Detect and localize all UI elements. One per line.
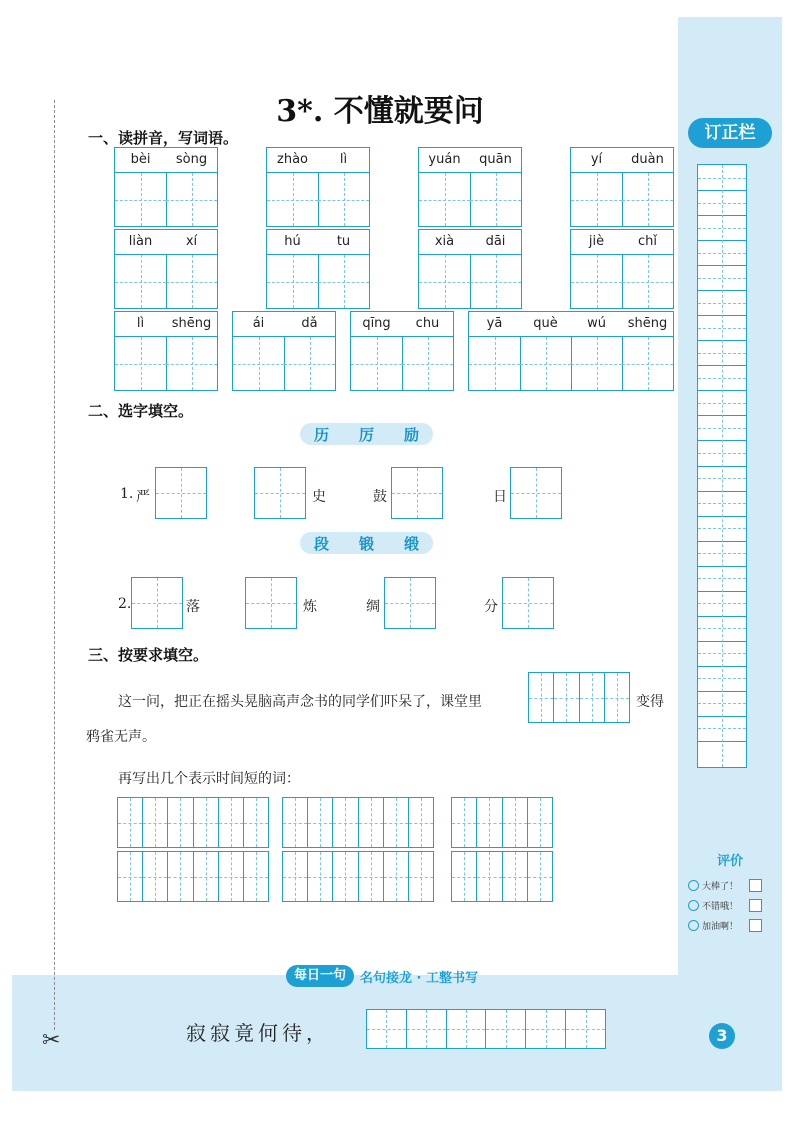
char-cell[interactable] <box>470 173 521 226</box>
q2-part: 炼 <box>303 599 317 615</box>
grid-dash <box>722 165 723 767</box>
q1-part: 史 <box>312 489 326 505</box>
answer-square[interactable] <box>254 467 306 519</box>
pinyin-syllable: xià <box>434 234 455 249</box>
prompt-text: 再写出几个表示时间短的词： <box>118 771 300 787</box>
daily-label: 每日一句 <box>286 965 354 987</box>
answer-square[interactable] <box>384 577 436 629</box>
char-cell[interactable] <box>115 255 167 308</box>
char-cell[interactable] <box>419 173 471 226</box>
char-cell[interactable] <box>622 337 673 390</box>
page-title: 3*. 不懂就要问 <box>276 94 484 129</box>
q1-part: 鼓 <box>373 489 387 505</box>
word-grid[interactable] <box>451 797 553 848</box>
pinyin-syllable: sòng <box>175 152 208 167</box>
pinyin-word-box[interactable] <box>266 229 370 309</box>
pinyin-row <box>115 230 217 255</box>
pinyin-row <box>115 312 217 337</box>
q2-part: 落 <box>186 599 200 615</box>
q1-part: 日 <box>493 489 507 505</box>
pinyin-word-box[interactable] <box>570 147 674 227</box>
pinyin-syllable: tu <box>336 234 351 249</box>
pinyin-syllable: shēng <box>627 316 668 331</box>
q2-number: 2. <box>118 596 132 612</box>
pinyin-syllable: yā <box>486 316 503 331</box>
char-cell[interactable] <box>419 255 471 308</box>
page-number: 3 <box>709 1023 735 1049</box>
word-grid[interactable] <box>117 851 269 902</box>
q2-part: 分 <box>484 599 498 615</box>
char-cell[interactable] <box>520 337 572 390</box>
char-cell[interactable] <box>571 173 623 226</box>
pinyin-syllable: chǐ <box>638 234 657 249</box>
correction-title: 订正栏 <box>688 118 772 148</box>
section3-heading: 三、按要求填空。 <box>88 646 209 664</box>
pinyin-syllable: hú <box>284 234 301 249</box>
q1-number: 1. <box>120 486 134 502</box>
eval-checkbox[interactable] <box>749 919 762 932</box>
char-cell[interactable] <box>469 337 521 390</box>
char-cell[interactable] <box>571 255 623 308</box>
pinyin-syllable: yuán <box>428 152 461 167</box>
char-cell[interactable] <box>233 337 285 390</box>
eval-checkbox[interactable] <box>749 879 762 892</box>
smiley-icon <box>688 920 699 931</box>
pinyin-syllable: liàn <box>128 234 153 249</box>
sentence-text: 变得 <box>636 694 664 710</box>
pinyin-syllable: wú <box>587 316 606 331</box>
poem-writing-grid[interactable] <box>366 1009 606 1049</box>
pinyin-row <box>469 312 673 337</box>
answer-square[interactable] <box>245 577 297 629</box>
char-cell[interactable] <box>166 255 217 308</box>
pinyin-word-box[interactable] <box>232 311 336 391</box>
pinyin-row <box>419 148 521 173</box>
q2-part: 绸 <box>366 599 380 615</box>
correction-grid[interactable] <box>697 164 747 768</box>
eval-label: 不错哦！ <box>702 901 739 912</box>
section1-heading: 一、读拼音，写词语。 <box>88 129 239 147</box>
pinyin-word-box[interactable] <box>114 147 218 227</box>
char-cell[interactable] <box>622 173 673 226</box>
evaluation-title: 评价 <box>716 854 743 869</box>
char-cell[interactable] <box>284 337 335 390</box>
pinyin-syllable: duàn <box>631 152 664 167</box>
cut-line <box>54 100 55 1030</box>
pinyin-word-box[interactable] <box>266 147 370 227</box>
poem-line: 寂寂竟何待， <box>186 1021 330 1045</box>
choice-char: 锻 <box>359 534 375 553</box>
pinyin-word-box[interactable] <box>418 147 522 227</box>
answer-square[interactable] <box>510 467 562 519</box>
answer-grid[interactable] <box>528 672 630 723</box>
eval-label: 大棒了！ <box>702 881 739 892</box>
char-cell[interactable] <box>166 337 217 390</box>
char-cell[interactable] <box>267 173 319 226</box>
char-cell[interactable] <box>622 255 673 308</box>
word-grid[interactable] <box>451 851 553 902</box>
pinyin-row <box>267 230 369 255</box>
eval-checkbox[interactable] <box>749 899 762 912</box>
smiley-icon <box>688 900 699 911</box>
pinyin-syllable: què <box>533 316 558 331</box>
scissors-icon: ✂ <box>42 1028 61 1053</box>
pinyin-word-box[interactable] <box>570 229 674 309</box>
choice-group-1 <box>300 423 433 445</box>
pinyin-word-box[interactable] <box>468 311 674 391</box>
char-cell[interactable] <box>571 337 623 390</box>
word-grid[interactable] <box>282 851 434 902</box>
char-cell[interactable] <box>402 337 453 390</box>
pinyin-word-box[interactable] <box>350 311 454 391</box>
sentence-text: 这一问，把正在摇头晃脑高声念书的同学们吓呆了，课堂里 <box>118 694 482 710</box>
choice-char: 励 <box>404 425 420 444</box>
choice-char: 历 <box>314 425 330 444</box>
char-cell[interactable] <box>166 173 217 226</box>
answer-square[interactable] <box>131 577 183 629</box>
char-cell[interactable] <box>115 173 167 226</box>
choice-char: 段 <box>314 534 330 553</box>
answer-square[interactable] <box>391 467 443 519</box>
char-cell[interactable] <box>318 255 369 308</box>
pinyin-row <box>233 312 335 337</box>
pinyin-syllable: xí <box>185 234 198 249</box>
choice-group-2 <box>300 532 433 554</box>
pinyin-syllable: jiè <box>588 234 605 249</box>
pinyin-syllable: shēng <box>171 316 212 331</box>
pinyin-syllable: qīng <box>362 316 391 331</box>
pinyin-syllable: bèi <box>130 152 151 167</box>
pinyin-word-box[interactable] <box>114 311 218 391</box>
pinyin-row <box>115 148 217 173</box>
pinyin-row <box>267 148 369 173</box>
daily-sentence-header <box>286 965 478 987</box>
daily-subtitle: 名句接龙 · 工整书写 <box>360 970 479 986</box>
pinyin-syllable: ái <box>252 316 265 331</box>
char-cell[interactable] <box>115 337 167 390</box>
pinyin-row <box>571 230 673 255</box>
pinyin-word-box[interactable] <box>418 229 522 309</box>
pinyin-syllable: yí <box>590 152 603 167</box>
word-grid[interactable] <box>117 797 269 848</box>
pinyin-syllable: chu <box>415 316 440 331</box>
pinyin-row <box>419 230 521 255</box>
pinyin-row <box>571 148 673 173</box>
smiley-icon <box>688 880 699 891</box>
char-cell[interactable] <box>470 255 521 308</box>
answer-square[interactable] <box>502 577 554 629</box>
char-cell[interactable] <box>351 337 403 390</box>
pinyin-syllable: quān <box>479 152 512 167</box>
answer-square[interactable] <box>155 467 207 519</box>
pinyin-row <box>351 312 453 337</box>
choice-char: 厉 <box>359 425 375 444</box>
pinyin-syllable: zhào <box>277 152 308 167</box>
sentence-text: 鸦雀无声。 <box>86 729 156 745</box>
pinyin-syllable: lì <box>136 316 145 331</box>
char-cell[interactable] <box>267 255 319 308</box>
evaluation-box <box>688 850 772 935</box>
pinyin-syllable: lì <box>339 152 348 167</box>
q1-part: 严 <box>136 489 150 505</box>
pinyin-syllable: dāi <box>485 234 506 249</box>
pinyin-word-box[interactable] <box>114 229 218 309</box>
pinyin-syllable: dǎ <box>301 316 318 331</box>
eval-label: 加油啊！ <box>702 921 739 932</box>
section2-heading: 二、选字填空。 <box>88 402 194 420</box>
choice-char: 缎 <box>404 534 420 553</box>
char-cell[interactable] <box>318 173 369 226</box>
word-grid[interactable] <box>282 797 434 848</box>
